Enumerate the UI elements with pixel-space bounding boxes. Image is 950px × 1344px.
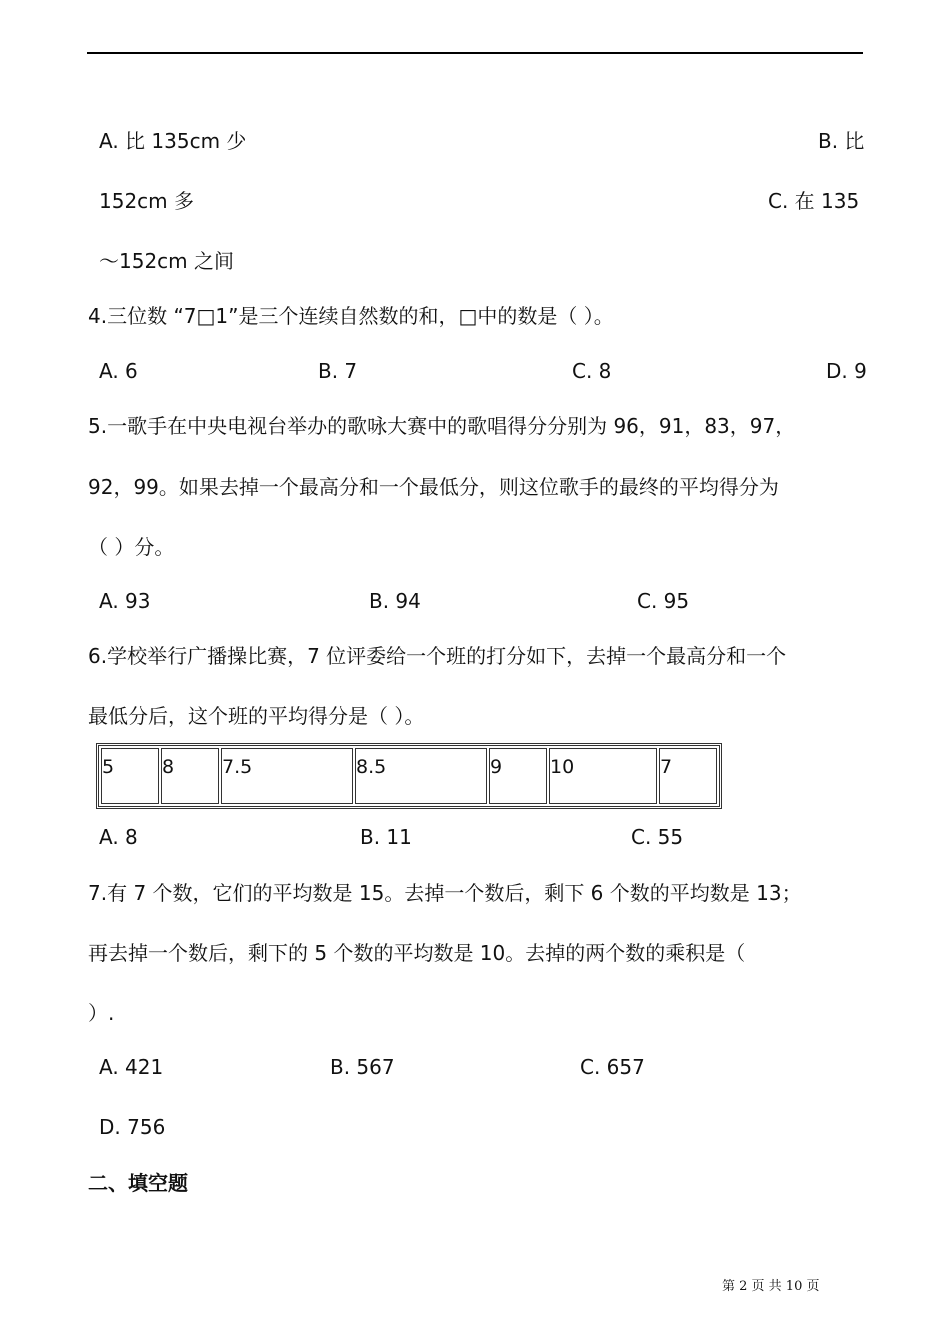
q5-option-b: B. 94 [369, 589, 421, 613]
q7-line-2: 再去掉一个数后，剩下的 5 个数的平均数是 10。去掉的两个数的乘积是（ [88, 941, 746, 965]
q6-option-c: C. 55 [631, 825, 684, 849]
score-cell: 8 [161, 748, 219, 804]
section-heading: 二、填空题 [88, 1171, 188, 1195]
q4-option-b: B. 7 [318, 359, 358, 383]
q7-option-c: C. 657 [580, 1055, 645, 1079]
score-cell: 10 [549, 748, 657, 804]
q4-option-a: A. 6 [99, 359, 138, 383]
q7-option-d: D. 756 [99, 1115, 166, 1139]
q7-line-1: 7.有 7 个数，它们的平均数是 15。去掉一个数后，剩下 6 个数的平均数是 13； [88, 881, 802, 905]
score-table [96, 743, 722, 809]
score-cell: 5 [101, 748, 159, 804]
q7-option-a: A. 421 [99, 1055, 164, 1079]
q3-option-a: A. 比 135cm 少 [99, 129, 247, 153]
q5-option-c: C. 95 [637, 589, 690, 613]
q5-line-1: 5.一歌手在中央电视台举办的歌咏大赛中的歌唱得分分别为 96，91，83，97， [88, 414, 796, 438]
header-rule [87, 52, 863, 54]
q7-option-b: B. 567 [330, 1055, 395, 1079]
q6-line-2: 最低分后，这个班的平均得分是（ ）。 [88, 704, 425, 728]
q5-line-2: 92，99。如果去掉一个最高分和一个最低分，则这位歌手的最终的平均得分为 [88, 475, 779, 499]
page-footer: 第 2 页 共 10 页 [722, 1279, 820, 1294]
q4-stem: 4.三位数 “7□1”是三个连续自然数的和，□中的数是（ ）。 [88, 304, 614, 328]
score-cell: 7 [659, 748, 717, 804]
table-row [101, 748, 717, 804]
q3-option-c-part1: C. 在 135 [768, 189, 860, 213]
q5-line-3: （ ）分。 [88, 535, 175, 559]
q7-line-3: ）. [88, 1001, 115, 1025]
q6-option-b: B. 11 [360, 825, 412, 849]
q3-option-b-part2: 152cm 多 [99, 189, 195, 213]
q3-option-b-part1: B. 比 [818, 129, 865, 153]
q4-option-c: C. 8 [572, 359, 612, 383]
q4-option-d: D. 9 [826, 359, 867, 383]
score-cell: 9 [489, 748, 547, 804]
score-cell: 7.5 [221, 748, 353, 804]
q5-option-a: A. 93 [99, 589, 151, 613]
q6-line-1: 6.学校举行广播操比赛，7 位评委给一个班的打分如下，去掉一个最高分和一个 [88, 644, 787, 668]
q3-option-c-part2: ～152cm 之间 [99, 249, 235, 273]
q6-option-a: A. 8 [99, 825, 138, 849]
score-cell: 8.5 [355, 748, 487, 804]
